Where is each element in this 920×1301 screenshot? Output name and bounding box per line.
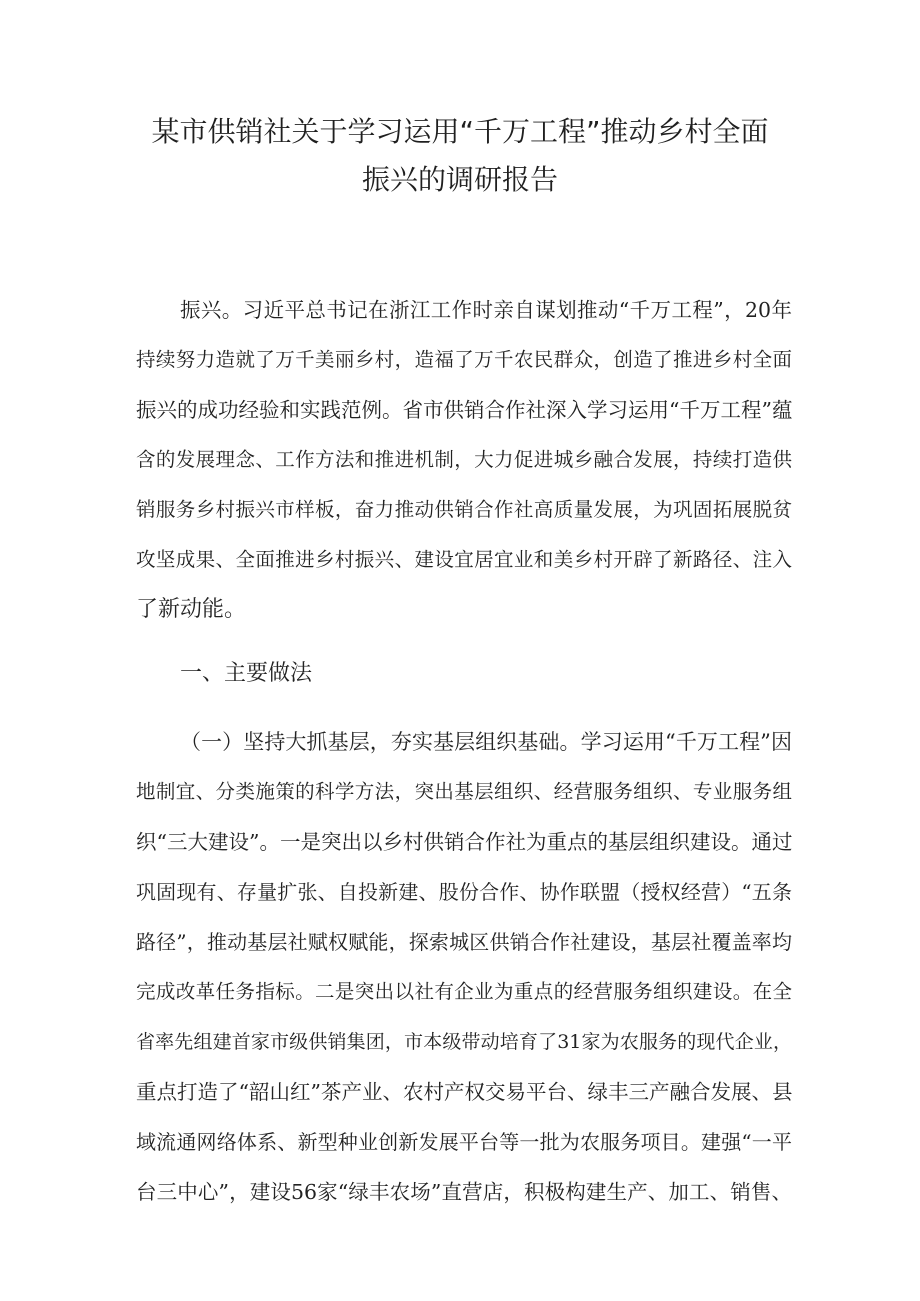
section-line: 重点打造了“韶山红”茶产业、农村产权交易平台、绿丰三产融合发展、县 [136, 1080, 792, 1104]
intro-line: 销服务乡村振兴市样板，奋力推动供销合作社高质量发展，为巩固拓展脱贫 [136, 498, 792, 521]
section-line: 域流通网络体系、新型种业创新发展平台等一批为农服务项目。建强“一平 [136, 1130, 792, 1154]
title-line-1: 某市供销社关于学习运用“千万工程”推动乡村全面 [151, 115, 769, 148]
intro-line: 持续努力造就了万千美丽乡村，造福了万千农民群众，创造了推进乡村全面 [136, 348, 792, 371]
intro-line: 含的发展理念、工作方法和推进机制，大力促进城乡融合发展，持续打造供 [136, 448, 792, 471]
document-title [120, 108, 800, 204]
intro-line: 攻坚成果、全面推进乡村振兴、建设宜居宜业和美乡村开辟了新路径、注入 [136, 548, 792, 571]
intro-line: 振兴。习近平总书记在浙江工作时亲自谋划推动“千万工程”，20年 [180, 298, 792, 322]
section-line: 巩固现有、存量扩张、自投新建、股份合作、协作联盟（授权经营）“五条 [136, 880, 792, 904]
title-line-2: 振兴的调研报告 [361, 163, 558, 196]
section-line: 织“三大建设”。一是突出以乡村供销合作社为重点的基层组织建设。通过 [136, 830, 792, 854]
section-line: 完成改革任务指标。二是突出以社有企业为重点的经营服务组织建设。在全 [136, 980, 792, 1003]
section-line: （一）坚持大抓基层，夯实基层组织基础。学习运用“千万工程”因 [180, 730, 792, 754]
intro-line: 了新动能。 [136, 597, 247, 622]
section-line: 省率先组建首家市级供销集团，市本级带动培育了31家为农服务的现代企业， [136, 1031, 792, 1053]
section-line: 地制宜、分类施策的科学方法，突出基层组织、经营服务组织、专业服务组 [136, 780, 792, 803]
section-line: 路径”，推动基层社赋权赋能，探索城区供销合作社建设，基层社覆盖率均 [136, 930, 792, 954]
section-line: 台三中心”，建设56家“绿丰农场”直营店，积极构建生产、加工、销售、 [136, 1180, 792, 1204]
section-heading: 一、主要做法 [180, 661, 313, 686]
intro-line: 振兴的成功经验和实践范例。省市供销合作社深入学习运用“千万工程”蕴 [136, 398, 792, 422]
